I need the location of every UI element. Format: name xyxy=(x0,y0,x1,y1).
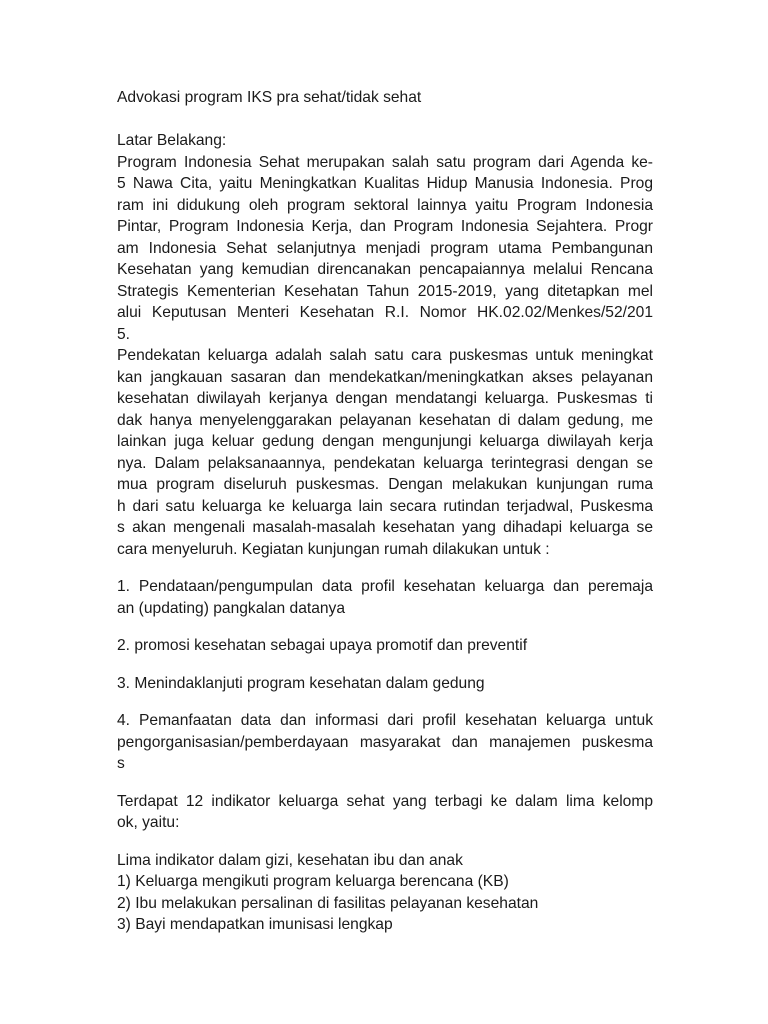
paragraph-line: ok, yaitu: xyxy=(117,814,180,831)
paragraph-line: s akan mengenali masalah-masalah kesehatan yang dihadapi keluarga se xyxy=(117,519,653,536)
list-item-3: 3. Menindaklanjuti program kesehatan dalam gedung xyxy=(117,674,485,692)
paragraph-line: h dari satu keluarga ke keluarga lain secara rutindan terjadwal, Puskesma xyxy=(117,497,653,515)
paragraph-line: Strategis Kementerian Kesehatan Tahun 2015-2019, yang ditetapkan mel xyxy=(117,282,653,300)
paragraph-line: Program Indonesia Sehat merupakan salah satu program dari Agenda ke- xyxy=(117,153,653,171)
paragraph-line: 5. xyxy=(117,325,131,343)
document-title: Advokasi program IKS pra sehat/tidak sehat xyxy=(117,89,422,106)
paragraph-line: am Indonesia Sehat selanjutnya menjadi program utama Pembangunan xyxy=(117,239,653,257)
list-item-line: 1. Pendataan/pengumpulan data profil kesehatan keluarga dan peremaja xyxy=(117,578,653,595)
indicator-list xyxy=(117,850,653,936)
paragraph-line: kesehatan diwilayah kerjanya dengan mendatangi keluarga. Puskesmas ti xyxy=(117,390,653,407)
list-item-line: an (updating) pangkalan datanya xyxy=(117,599,346,617)
paragraph-line: dak hanya menyelenggarakan pelayanan kesehatan di dalam gedung, me xyxy=(117,411,653,429)
indicator-item: 2) Ibu melakukan persalinan di fasilitas pelayanan kesehatan xyxy=(117,894,539,912)
list-item-4 xyxy=(117,710,653,775)
paragraph-line: Pendekatan keluarga adalah salah satu cara puskesmas untuk meningkat xyxy=(117,347,653,364)
paragraph-line: Kesehatan yang kemudian direncanakan pencapaiannya melalui Rencana xyxy=(117,261,653,278)
paragraph-line: nya. Dalam pelaksanaannya, pendekatan keluarga terintegrasi dengan se xyxy=(117,454,653,472)
list-item-2: 2. promosi kesehatan sebagai upaya promotif dan preventif xyxy=(117,637,528,654)
section-heading: Latar Belakang: xyxy=(117,132,227,149)
indicator-item: 3) Bayi mendapatkan imunisasi lengkap xyxy=(117,916,393,933)
paragraph-line: Terdapat 12 indikator keluarga sehat yang terbagi ke dalam lima kelomp xyxy=(117,792,653,810)
list-item-line: pengorganisasian/pemberdayaan masyarakat dan manajemen puskesma xyxy=(117,733,653,751)
indicator-item: 1) Keluarga mengikuti program keluarga berencana (KB) xyxy=(117,873,509,890)
paragraph-line: lainkan juga keluar gedung dengan mengunjungi keluarga diwilayah kerja xyxy=(117,433,653,450)
indicator-group-heading: Lima indikator dalam gizi, kesehatan ibu dan anak xyxy=(117,851,463,869)
paragraph-line: ram ini didukung oleh program sektoral lainnya yaitu Program Indonesia xyxy=(117,196,653,214)
list-item-line: 4. Pemanfaatan data dan informasi dari profil kesehatan keluarga untuk xyxy=(117,712,653,729)
paragraph-line: Pintar, Program Indonesia Kerja, dan Program Indonesia Sejahtera. Progr xyxy=(117,218,653,235)
list-item-1 xyxy=(117,576,653,619)
paragraph-line: 5 Nawa Cita, yaitu Meningkatkan Kualitas Hidup Manusia Indonesia. Prog xyxy=(117,175,653,192)
paragraph-line: mua program diseluruh puskesmas. Dengan melakukan kunjungan ruma xyxy=(117,476,653,493)
document-page xyxy=(117,87,653,936)
paragraph-pendekatan-keluarga xyxy=(117,345,653,560)
list-item-line: s xyxy=(117,755,125,772)
paragraph-line: kan jangkauan sasaran dan mendekatkan/meningkatkan akses pelayanan xyxy=(117,368,653,386)
paragraph-indikator xyxy=(117,791,653,834)
paragraph-line: cara menyeluruh. Kegiatan kunjungan rumah dilakukan untuk : xyxy=(117,540,550,558)
paragraph-line: alui Keputusan Menteri Kesehatan R.I. Nomor HK.02.02/Menkes/52/201 xyxy=(117,304,653,321)
paragraph-program-indonesia-sehat xyxy=(117,152,653,346)
